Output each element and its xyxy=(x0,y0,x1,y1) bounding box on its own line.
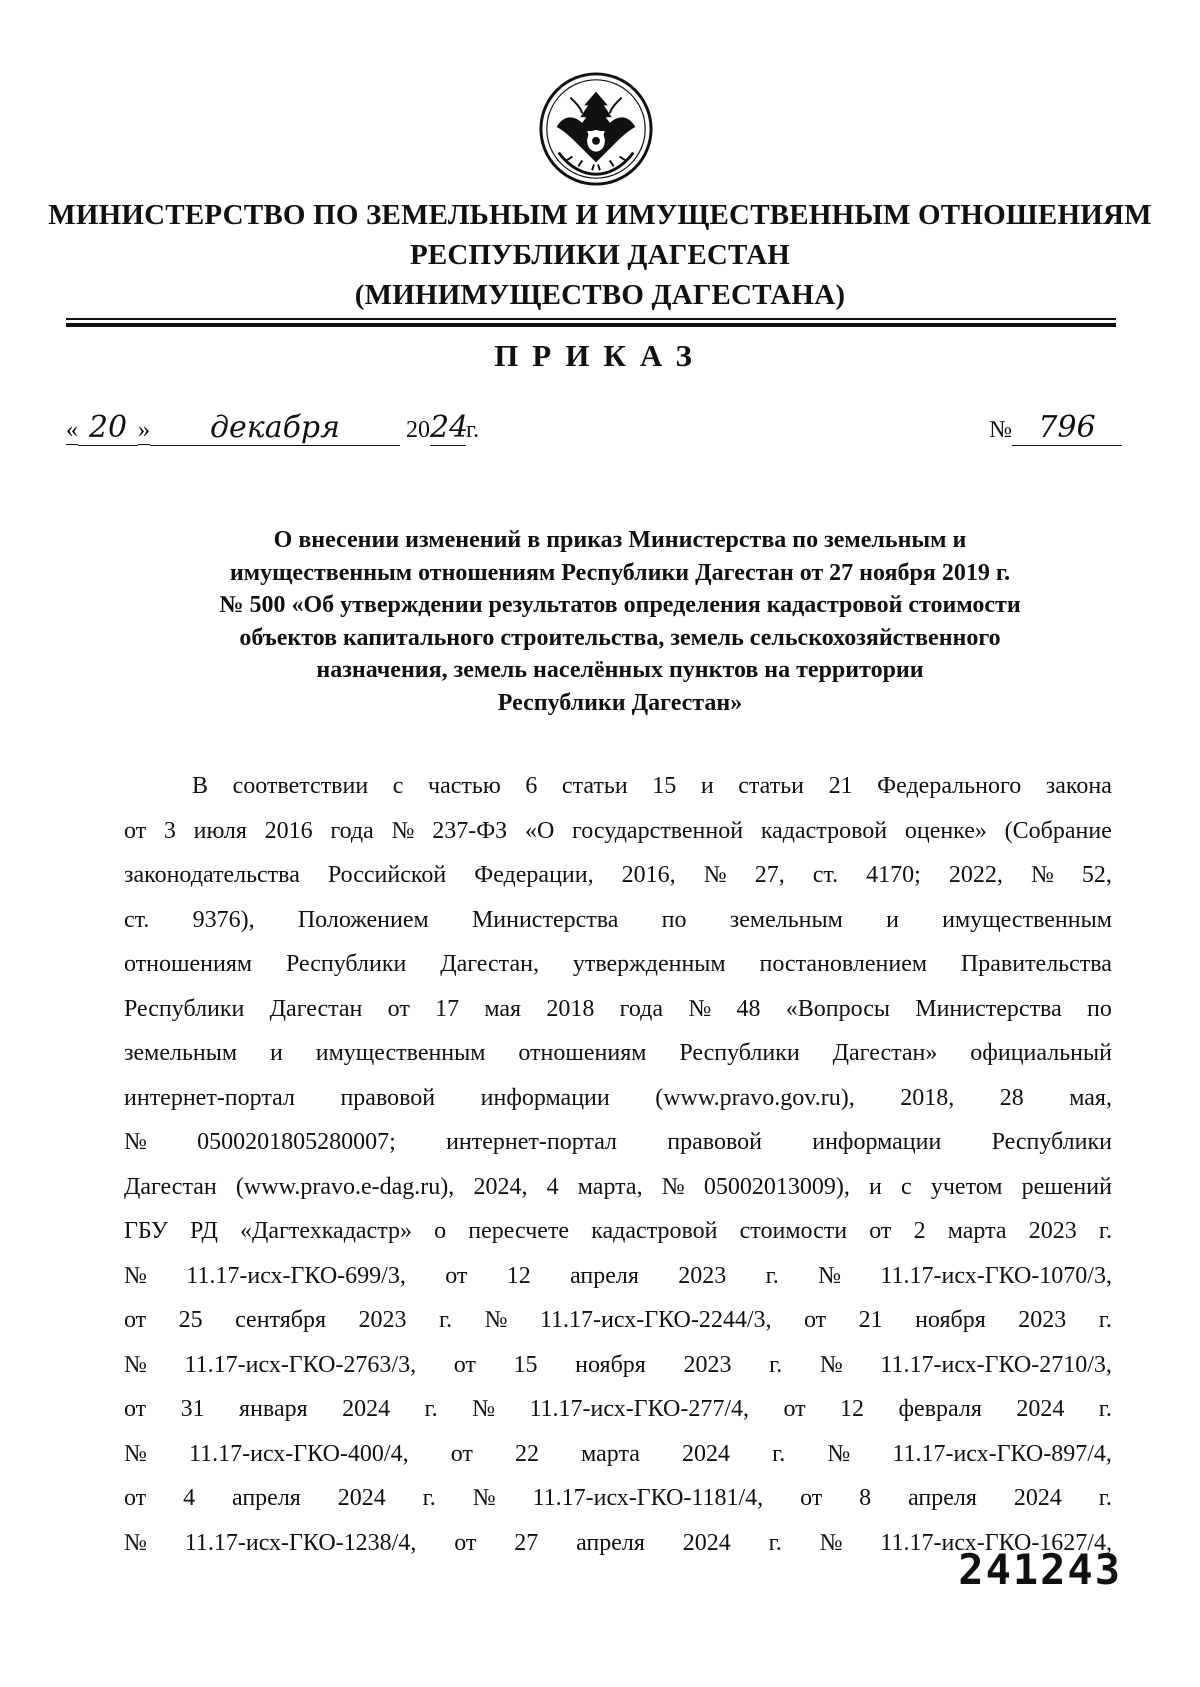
body-word: 9376), xyxy=(192,906,255,933)
body-word: Республики xyxy=(679,1040,800,1066)
body-word: статьи xyxy=(561,773,628,799)
body-word: апреля xyxy=(231,1485,301,1511)
body-word: 2023 xyxy=(678,1262,727,1289)
body-word: информации xyxy=(480,1084,610,1111)
body-word: 11.17-исх-ГКО-1070/3, xyxy=(880,1262,1112,1289)
order-number xyxy=(989,410,1122,446)
body-word: г. xyxy=(424,1396,438,1422)
subject-line: О внесении изменений в приказ Министерства по земельным и xyxy=(273,527,967,553)
body-line xyxy=(124,1432,1112,1477)
body-word: 27 xyxy=(514,1529,539,1556)
body-word: утвержденным xyxy=(572,951,726,977)
body-word: № xyxy=(484,1307,508,1333)
body-word: Дагестан, xyxy=(440,951,539,977)
body-word: ноября xyxy=(575,1351,646,1378)
body-word: 2023 xyxy=(358,1307,407,1333)
body-word: постановлением xyxy=(759,951,928,977)
order-title: ПРИКАЗ xyxy=(494,338,706,373)
body-word: мая xyxy=(484,995,522,1022)
date-close-quote: » xyxy=(138,417,150,443)
body-word: имущественным xyxy=(315,1040,486,1066)
body-word: решений xyxy=(1021,1173,1112,1200)
body-word: № xyxy=(472,1396,495,1422)
body-word: 15 xyxy=(513,1351,538,1378)
body-word: и xyxy=(886,906,899,933)
body-word: 12 xyxy=(840,1396,865,1422)
body-word: 15 xyxy=(652,773,677,799)
ministry-name-line-1: МИНИСТЕРСТВО ПО ЗЕМЕЛЬНЫМ И ИМУЩЕСТВЕННЫМ ОТНОШЕНИЯМ xyxy=(48,199,1152,231)
body-word: г. xyxy=(1098,1396,1112,1422)
body-word: г. xyxy=(765,1262,779,1289)
body-word: 31 xyxy=(180,1396,205,1422)
body-word: марта xyxy=(947,1218,1007,1244)
body-word: (Собрание xyxy=(1004,817,1112,844)
body-line xyxy=(124,1343,1112,1388)
body-line xyxy=(124,1031,1112,1076)
body-word: соответствии xyxy=(232,773,369,799)
body-word: Положением xyxy=(297,906,429,933)
body-word: Дагестан xyxy=(269,995,363,1022)
body-word: оценке» xyxy=(904,817,987,844)
dagestan-coat-of-arms-icon xyxy=(537,70,655,188)
body-line xyxy=(124,1387,1112,1432)
body-word: февраля xyxy=(898,1396,982,1422)
body-word: земельным xyxy=(124,1040,238,1066)
body-word: Республики xyxy=(124,995,245,1022)
body-word: правовой xyxy=(667,1129,762,1155)
body-word: 11.17-исх-ГКО-2710/3, xyxy=(880,1351,1112,1378)
body-word: ГБУ xyxy=(124,1218,168,1244)
body-word: ст. xyxy=(812,862,839,888)
body-word: 2023 xyxy=(1028,1218,1077,1244)
body-word: № xyxy=(703,862,727,888)
body-line xyxy=(124,764,1112,809)
body-line xyxy=(124,1476,1112,1521)
body-word: № xyxy=(124,1440,147,1467)
body-word: 05002013009), xyxy=(703,1173,850,1200)
body-word: Республики xyxy=(991,1129,1112,1155)
body-word: № xyxy=(819,1529,843,1556)
body-word: 2024, xyxy=(473,1173,528,1200)
body-word: г. xyxy=(772,1440,786,1467)
body-word: мая, xyxy=(1069,1084,1112,1111)
body-word: 2018, xyxy=(900,1084,955,1111)
body-word: Российской xyxy=(327,862,447,888)
body-word: имущественным xyxy=(942,906,1112,933)
body-word: по xyxy=(661,906,687,933)
body-word: г. xyxy=(768,1529,782,1556)
body-word: 4 xyxy=(183,1485,196,1511)
body-word: статьи xyxy=(738,773,804,799)
body-word: В xyxy=(192,773,209,799)
body-word: 27, xyxy=(754,862,785,888)
body-word: 2016, xyxy=(621,862,676,888)
body-word: с xyxy=(901,1173,912,1200)
body-word: 21 xyxy=(828,773,853,799)
body-word: № xyxy=(661,1173,685,1200)
order-number-value: 796 xyxy=(1012,410,1122,446)
ministry-header xyxy=(40,195,1160,315)
body-line xyxy=(124,1254,1112,1299)
body-line xyxy=(124,1120,1112,1165)
body-line xyxy=(124,809,1112,854)
body-word: 22 xyxy=(514,1440,539,1467)
body-word: г. xyxy=(1098,1307,1112,1333)
body-word: 2016 xyxy=(264,817,313,844)
body-word: 2024 xyxy=(1016,1396,1065,1422)
subject-line: имущественным отношениям Республики Дагестан от 27 ноября 2019 г. xyxy=(229,559,1011,586)
body-word: и xyxy=(700,773,714,799)
body-word: 2024 xyxy=(337,1485,386,1511)
body-word: частью xyxy=(428,773,501,799)
body-word: 11.17-исх-ГКО-699/3, xyxy=(186,1262,406,1289)
body-word: 21 xyxy=(858,1307,883,1333)
body-word: интернет-портал xyxy=(446,1129,618,1155)
body-word: 11.17-исх-ГКО-1627/4, xyxy=(880,1529,1112,1556)
number-sign: № xyxy=(989,417,1012,443)
body-word: 2022, xyxy=(948,862,1003,888)
body-word: (www.pravo.gov.ru), xyxy=(655,1084,855,1111)
body-word: от xyxy=(387,995,410,1022)
header-rule-thin xyxy=(66,318,1116,320)
body-word: по xyxy=(1087,995,1112,1022)
body-word: 11.17-исх-ГКО-2763/3, xyxy=(184,1351,417,1378)
body-word: кадастровой xyxy=(591,1218,718,1244)
body-word: учетом xyxy=(930,1173,1003,1200)
body-word: правовой xyxy=(340,1084,436,1111)
body-word: от xyxy=(124,1396,147,1422)
body-word: 11.17-исх-ГКО-400/4, xyxy=(189,1440,409,1467)
body-word: 12 xyxy=(506,1262,531,1289)
body-line xyxy=(124,1298,1112,1343)
body-word: Правительства xyxy=(960,951,1112,977)
body-word: 11.17-исх-ГКО-1238/4, xyxy=(184,1529,417,1556)
body-word: от xyxy=(454,1529,477,1556)
body-word: июля xyxy=(193,817,247,844)
body-word: 25 xyxy=(178,1307,203,1333)
body-word: стоимости xyxy=(739,1218,848,1244)
subject-line: назначения, земель населённых пунктов на территории xyxy=(316,657,924,683)
body-word: сентября xyxy=(235,1307,327,1333)
order-date xyxy=(66,410,479,446)
body-word: Республики xyxy=(285,951,407,977)
body-word: от xyxy=(124,817,147,844)
body-line xyxy=(124,1209,1112,1254)
body-word: ст. xyxy=(124,906,150,933)
body-word: Федерации, xyxy=(474,862,594,888)
body-word: 4170; xyxy=(866,862,921,888)
body-word: 17 xyxy=(435,995,460,1022)
body-word: 3 xyxy=(163,817,176,844)
body-word: г. xyxy=(1098,1218,1112,1244)
body-word: земельным xyxy=(729,906,843,933)
body-word: № xyxy=(827,1440,851,1467)
subject-line: № 500 «Об утверждении результатов определения кадастровой стоимости xyxy=(219,592,1021,618)
body-word: № xyxy=(819,1351,843,1378)
body-word: г. xyxy=(422,1485,436,1511)
body-word: о xyxy=(434,1218,447,1244)
body-word: № xyxy=(124,1129,147,1155)
body-line xyxy=(124,987,1112,1032)
body-line xyxy=(124,942,1112,987)
body-word: № xyxy=(1030,862,1054,888)
body-word: № xyxy=(124,1262,147,1289)
body-word: года xyxy=(330,817,374,844)
body-word: апреля xyxy=(576,1529,645,1556)
body-word: Дагестан» xyxy=(832,1040,938,1066)
body-word: 2 xyxy=(913,1218,926,1244)
body-word: отношениям xyxy=(518,1040,647,1066)
date-day: 20 xyxy=(78,410,138,446)
body-word: № xyxy=(124,1351,147,1378)
body-word: «Вопросы xyxy=(785,995,890,1022)
body-word: 11.17-исх-ГКО-1181/4, xyxy=(532,1485,764,1511)
subject-line: объектов капитального строительства, земель сельскохозяйственного xyxy=(239,624,1001,651)
body-word: от xyxy=(800,1485,823,1511)
body-line xyxy=(124,898,1112,943)
order-body-text xyxy=(124,764,1112,1565)
body-word: от xyxy=(869,1218,892,1244)
date-open-quote: « xyxy=(66,417,78,443)
body-word: от xyxy=(445,1262,468,1289)
date-year-unit: г. xyxy=(466,417,480,443)
body-word: с xyxy=(392,773,404,799)
ministry-short-name: (МИНИМУЩЕСТВО ДАГЕСТАНА) xyxy=(354,279,846,311)
body-line xyxy=(124,1076,1112,1121)
body-word: марта xyxy=(581,1440,640,1467)
body-word: от xyxy=(124,1485,147,1511)
body-word: апреля xyxy=(570,1262,639,1289)
body-word: № xyxy=(688,995,712,1022)
body-word: г. xyxy=(1098,1485,1112,1511)
body-word: 2024 xyxy=(682,1529,731,1556)
body-word: 2023 xyxy=(683,1351,732,1378)
body-word: от xyxy=(783,1396,806,1422)
body-word: отношениям xyxy=(124,951,253,977)
body-word: 6 xyxy=(525,773,538,799)
body-word: г. xyxy=(769,1351,783,1378)
body-word: 0500201805280007; xyxy=(197,1129,396,1155)
body-word: и xyxy=(869,1173,882,1200)
body-word: 52, xyxy=(1081,862,1112,888)
body-word: № xyxy=(391,817,415,844)
body-word: ноября xyxy=(915,1307,986,1333)
body-word: 2024 xyxy=(681,1440,730,1467)
body-word: от xyxy=(124,1307,147,1333)
body-word: РД xyxy=(189,1218,218,1244)
body-word: 2024 xyxy=(1013,1485,1062,1511)
body-word: января xyxy=(239,1396,308,1422)
body-word: 2024 xyxy=(342,1396,391,1422)
body-word: № xyxy=(472,1485,496,1511)
body-word: Министерства xyxy=(471,906,619,933)
body-word: 8 xyxy=(859,1485,872,1511)
body-word: г. xyxy=(438,1307,453,1333)
ministry-name-line-2: РЕСПУБЛИКИ ДАГЕСТАН xyxy=(409,239,791,271)
date-month: декабря xyxy=(150,410,400,446)
body-word: года xyxy=(619,995,664,1022)
body-word: Министерства xyxy=(915,995,1062,1022)
body-word: Федерального xyxy=(877,773,1022,799)
body-word: № xyxy=(818,1262,842,1289)
body-line xyxy=(124,1165,1112,1210)
body-word: 28 xyxy=(999,1084,1024,1111)
body-word: официальный xyxy=(970,1040,1112,1066)
body-word: «О xyxy=(524,817,555,844)
body-word: пересчете xyxy=(468,1218,570,1244)
body-word: и xyxy=(269,1040,283,1066)
body-line xyxy=(124,853,1112,898)
body-word: апреля xyxy=(908,1485,977,1511)
body-word: от xyxy=(453,1351,476,1378)
order-subject xyxy=(130,524,1110,719)
body-word: «Дагтехкадастр» xyxy=(240,1218,412,1244)
body-word: 48 xyxy=(736,995,761,1022)
body-word: 237-ФЗ xyxy=(432,817,508,844)
body-word: интернет-портал xyxy=(124,1084,295,1111)
body-word: 11.17-исх-ГКО-2244/3, xyxy=(539,1307,772,1333)
date-year-prefix: 20 xyxy=(406,417,430,443)
header-rule-thick xyxy=(66,323,1116,327)
body-word: 11.17-исх-ГКО-897/4, xyxy=(892,1440,1112,1467)
body-word: (www.pravo.e-dag.ru), xyxy=(235,1173,455,1200)
date-year-suffix: 24 xyxy=(430,410,469,445)
body-word: закона xyxy=(1045,773,1112,799)
subject-line: Республики Дагестан» xyxy=(497,689,743,716)
registration-stamp-number: 241243 xyxy=(958,1545,1122,1594)
body-word: государственной xyxy=(572,817,744,844)
body-word: 11.17-исх-ГКО-277/4, xyxy=(529,1396,749,1422)
body-word: Дагестан xyxy=(124,1173,217,1200)
body-word: № xyxy=(124,1529,147,1556)
body-word: законодательства xyxy=(124,862,300,888)
body-word: от xyxy=(803,1307,827,1333)
body-word: 4 xyxy=(546,1173,559,1200)
body-word: от xyxy=(450,1440,473,1467)
body-word: марта, xyxy=(577,1173,643,1200)
body-word: кадастровой xyxy=(760,817,888,844)
body-word: 2023 xyxy=(1018,1307,1067,1333)
body-word: информации xyxy=(812,1129,942,1155)
body-word: 2018 xyxy=(546,995,595,1022)
